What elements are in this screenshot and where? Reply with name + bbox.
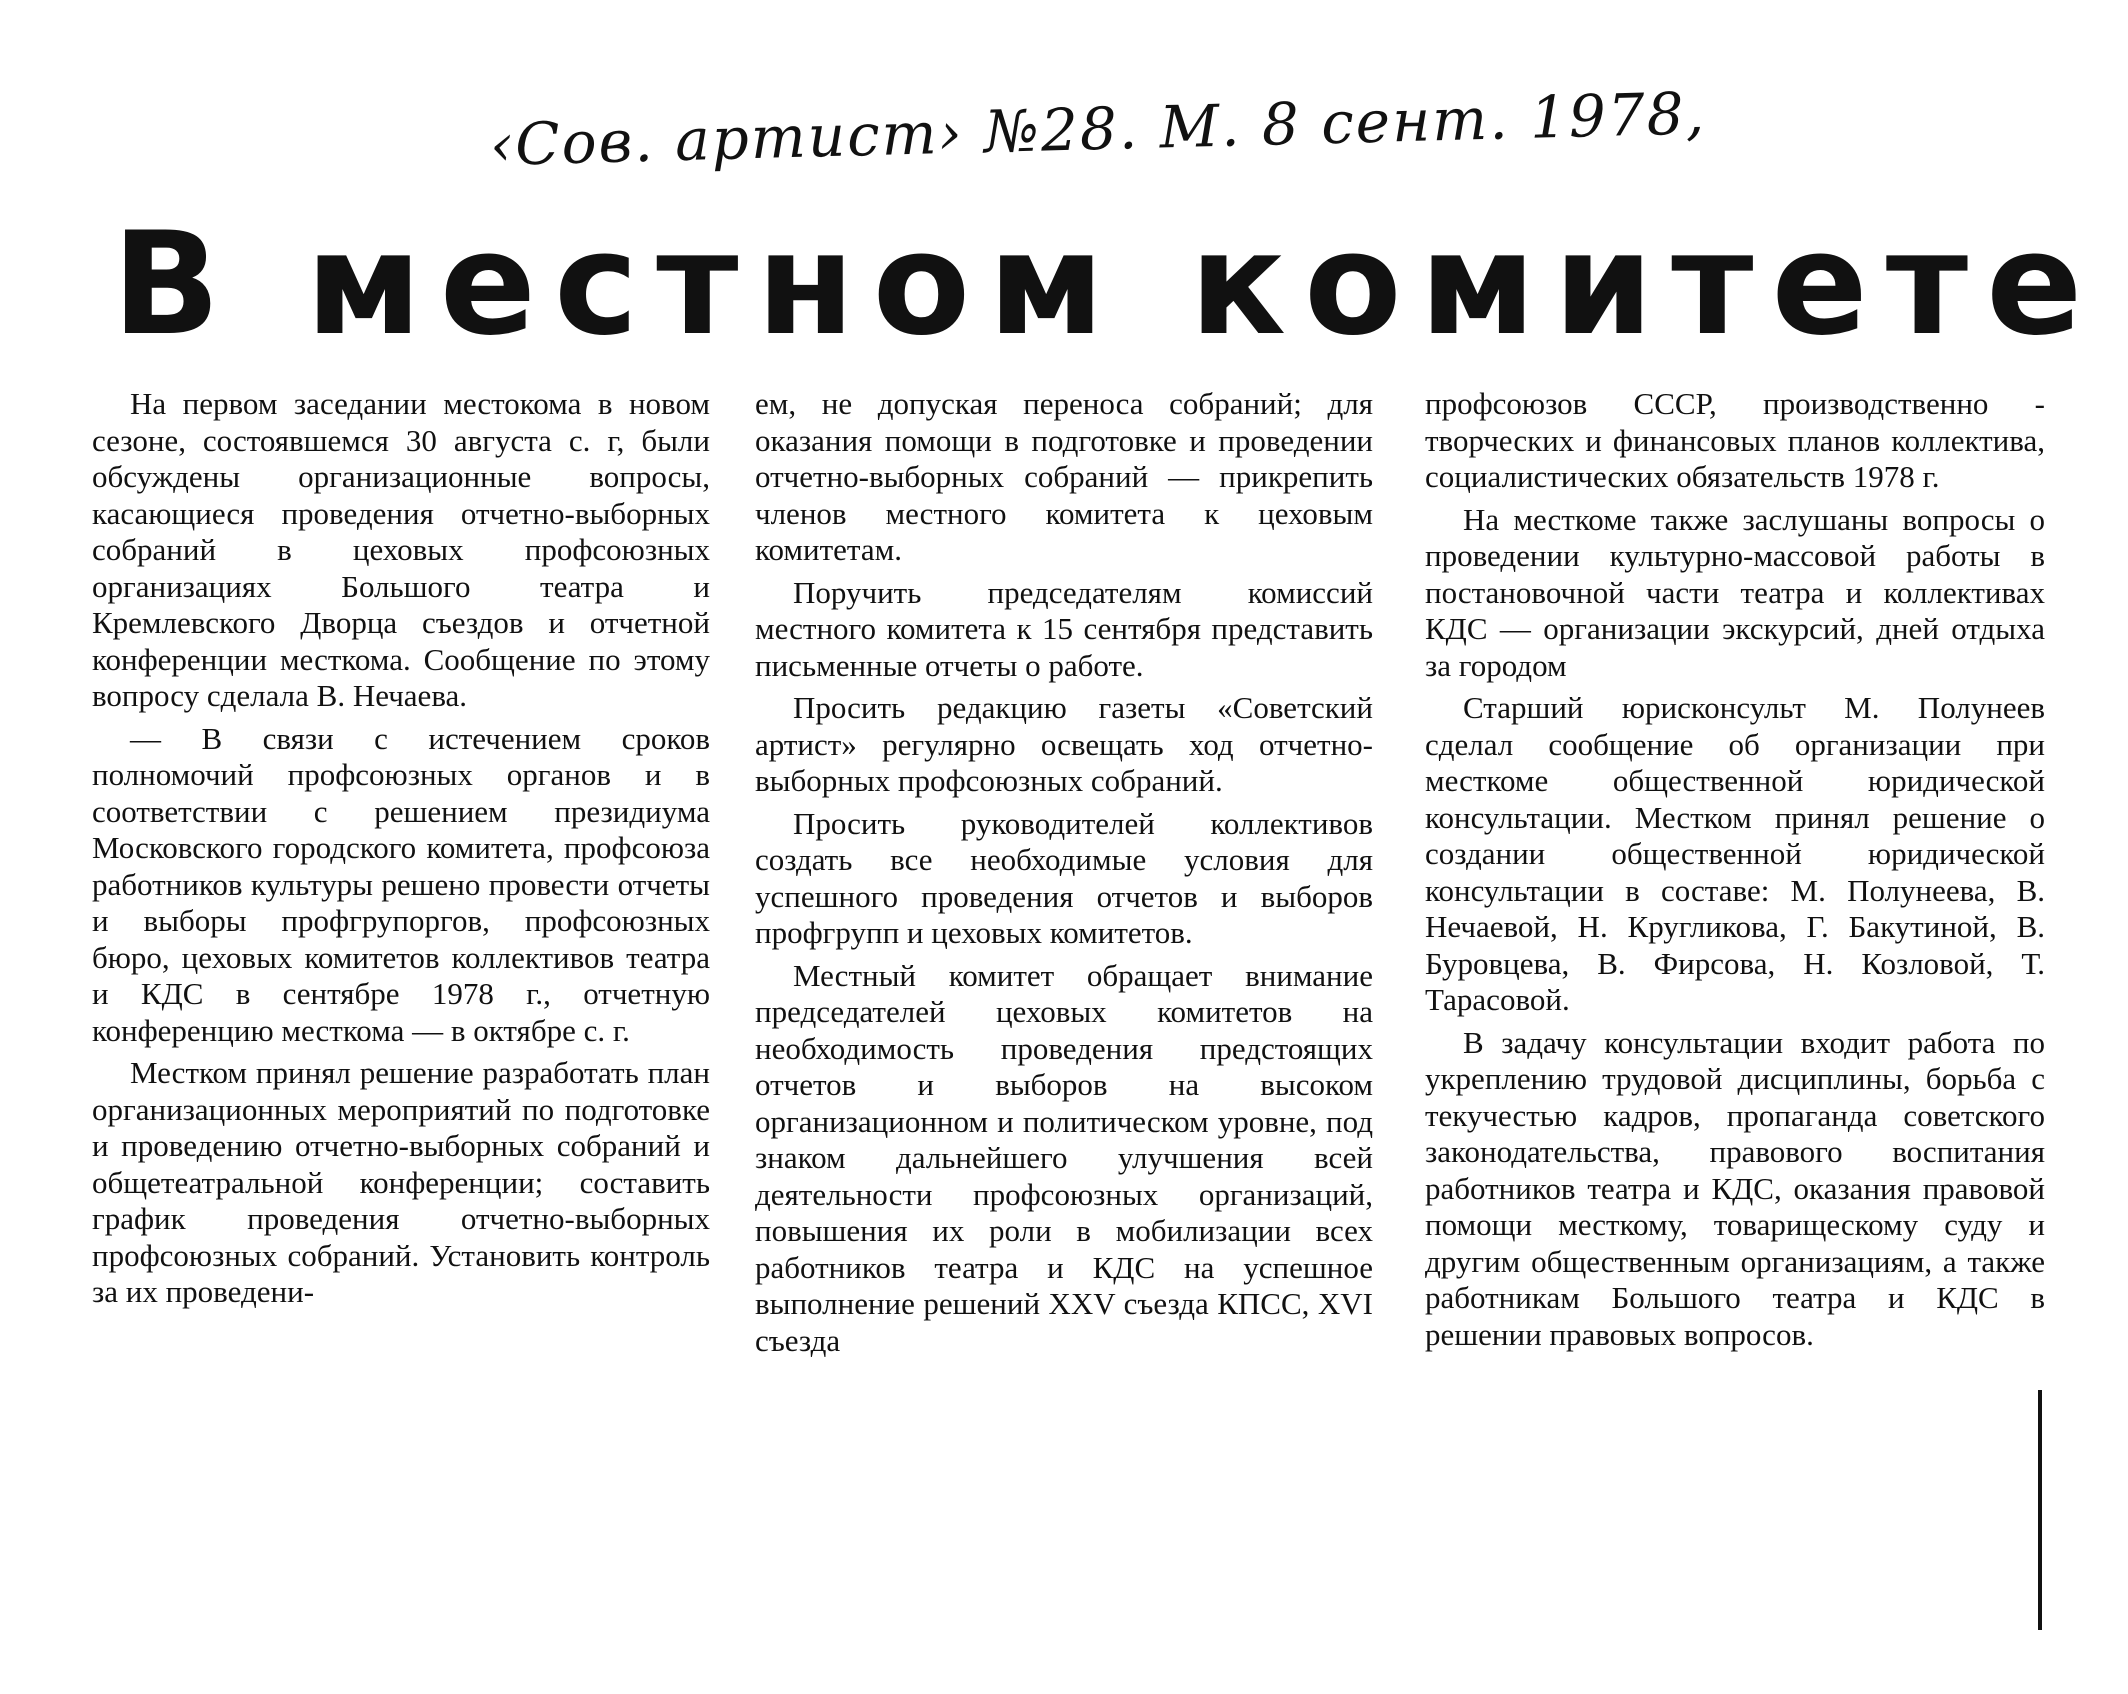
paragraph: Просить руководителей коллективов создать все необходимые условия для успешного проведения отчетов и выборов профгрупп и цеховых комитетов.	[755, 805, 1373, 950]
paragraph: профсоюзов СССР, производственно - творческих и финансовых планов коллектива, социалистических обязательств 1978 г.	[1425, 386, 2045, 494]
article-column-3	[1425, 386, 2045, 1359]
paragraph: Местный комитет обращает внимание председателей цеховых комитетов на необходимость проведения предстоящих отчетов и выборов на высоком организационном и политическом уровне, под знаком дальнейшего улучшения всей деятельности профсоюзных организаций, повышения их роли в мобилизации всех работников театра и КДС на успешное выполнение решений XXV съезда КПСС, XVI съезда	[755, 957, 1373, 1358]
paragraph: Поручить председателям комиссий местного комитета к 15 сентября представить письменные отчеты о работе.	[755, 574, 1373, 683]
article-column-1	[92, 386, 710, 1317]
paragraph: ем, не допуская переноса собраний; для оказания помощи в подготовке и проведении отчетно-выборных собраний — прикрепить членов местного комитета к цеховым комитетам.	[755, 386, 1373, 567]
paragraph: На месткоме также заслушаны вопросы о проведении культурно-массовой работы в постановочной части театра и коллективах КДС — организации экскурсий, дней отдыха за городом	[1425, 501, 2045, 683]
paragraph: Местком принял решение разработать план организационных мероприятий по подготовке и проведению отчетно-выборных собраний и общетеатральной конференции; составить график проведения отчетно-выборных профсоюзных собраний. Установить контроль за их проведени-	[92, 1055, 710, 1309]
column-rule	[2038, 1390, 2042, 1630]
paragraph: — В связи с истечением сроков полномочий профсоюзных органов и в соответствии с решением президиума Московского городского комитета, профсоюза работников культуры решено провести отчеты и выборы профгрупоргов, профсоюзных бюро, цеховых комитетов коллективов театра и КДС в сентябре 1978 г., отчетную конференцию месткома — в октябре с. г.	[92, 720, 710, 1048]
handwritten-source-note: ‹Сов. артист› №28. М. 8 сент. 1978,	[489, 79, 1707, 179]
headline: В местном комитете	[112, 202, 2101, 367]
paragraph: Просить редакцию газеты «Советский артист» регулярно освещать ход отчетно-выборных профсоюзных собраний.	[755, 690, 1373, 798]
article-column-2	[755, 386, 1373, 1365]
paragraph: Старший юрисконсульт М. Полунеев сделал сообщение об организации при месткоме общественной юридической консультации. Местком принял решение о создании общественной юридической консультации в составе: М. Полунеева, В. Нечаевой, Н. Кругликова, Г. Бакутиной, В. Буровцева, В. Фирсова, Н. Козловой, Т. Тарасовой.	[1425, 690, 2045, 1017]
paragraph: На первом заседании местокома в новом сезоне, состоявшемся 30 августа с. г, были обсуждены организационные вопросы, касающиеся проведения отчетно-выборных собраний в цеховых профсоюзных организациях Большого театра и Кремлевского Дворца съездов и отчетной конференции месткома. Сообщение по этому вопросу сделала В. Нечаева.	[92, 386, 710, 713]
paragraph: В задачу консультации входит работа по укреплению трудовой дисциплины, борьба с текучестью кадров, пропаганда советского законодательства, правового воспитания работников театра и КДС, оказания правовой помощи месткому, товарищескому суду и другим общественным организациям, а также работникам Большого театра и КДС в решении правовых вопросов.	[1425, 1024, 2045, 1352]
